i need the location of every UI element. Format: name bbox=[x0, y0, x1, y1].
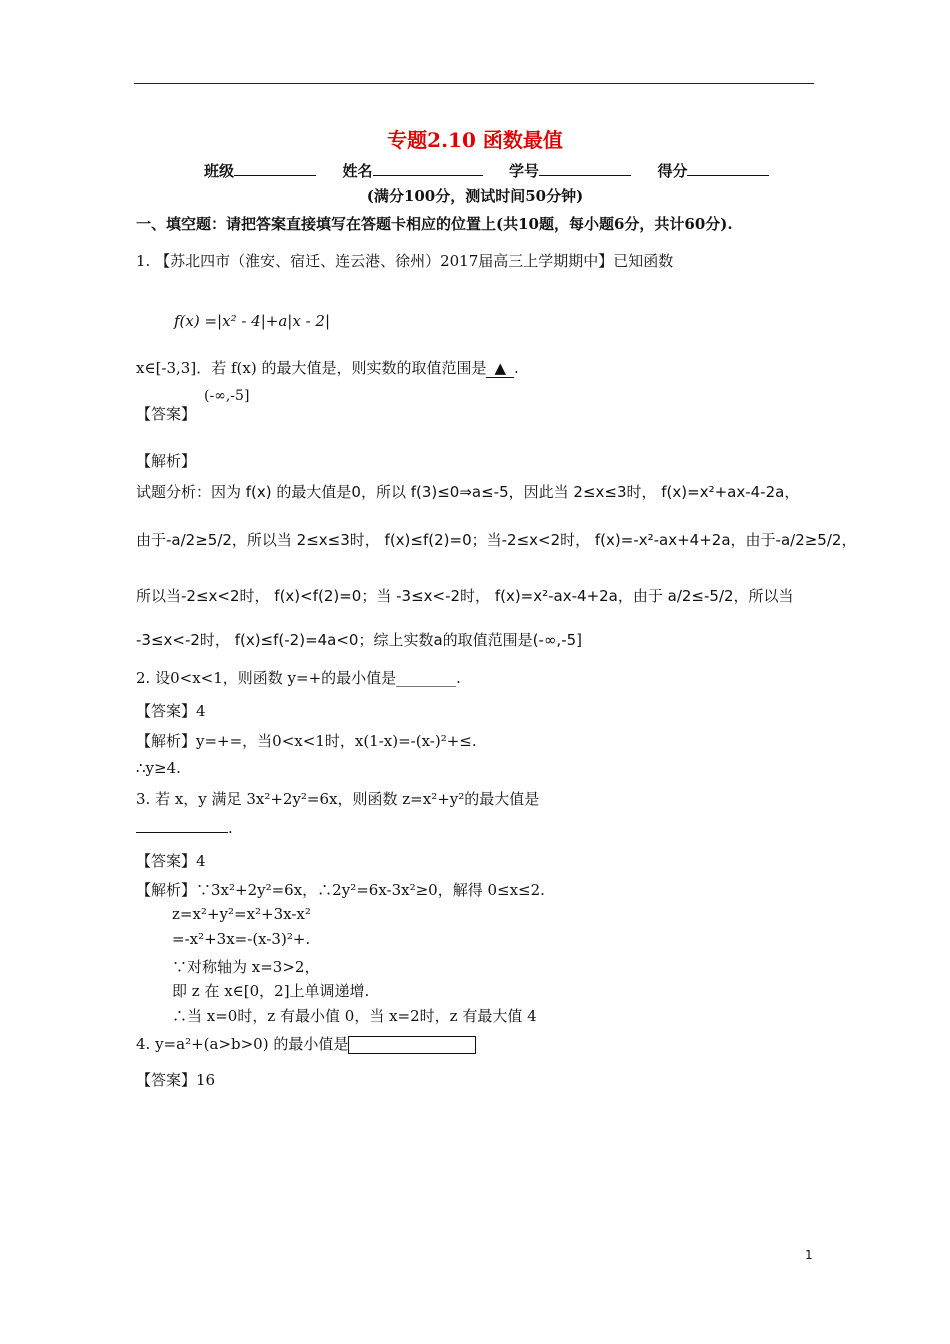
score-label: 得分 bbox=[657, 162, 688, 180]
q2-analysis: 【解析】y=+=，当0<x<1时，x(1-x)=-(x-)²+≤. bbox=[136, 732, 477, 750]
q1-analysis-label: 【解析】 bbox=[136, 452, 197, 470]
q1-stem: 1. 【苏北四市（淮安、宿迁、连云港、徐州）2017届高三上学期期中】已知函数 bbox=[136, 252, 674, 270]
q3-analysis-line-3: =-x²+3x=-(x-3)²+. bbox=[172, 930, 311, 948]
name-label: 姓名 bbox=[342, 162, 373, 180]
q3-blank-line bbox=[136, 818, 233, 837]
exam-note: (满分100分，测试时间50分钟) bbox=[366, 187, 584, 205]
q4-answer-box[interactable] bbox=[348, 1036, 476, 1054]
q1-analysis-line-4: -3≤x<-2时， f(x)≤f(-2)=4a<0；综上实数a的取值范围是(-∞,-5] bbox=[136, 631, 583, 649]
id-blank[interactable] bbox=[539, 161, 631, 176]
q1-analysis-line-3: 所以当-2≤x<2时， f(x)<f(2)=0；当 -3≤x<-2时， f(x)=x²-ax-4+2a，由于 a/2≤-5/2，所以当 bbox=[136, 587, 794, 605]
q2-stem: 2. 设0<x<1，则函数 y=+的最小值是________. bbox=[136, 669, 461, 687]
q1-answer-blank[interactable] bbox=[486, 359, 514, 378]
class-blank[interactable] bbox=[234, 161, 316, 176]
section-heading: 一、填空题：请把答案直接填写在答题卡相应的位置上(共10题，每小题6分，共计60分). bbox=[136, 215, 733, 233]
q3-answer-blank[interactable] bbox=[136, 818, 228, 833]
class-label: 班级 bbox=[204, 162, 235, 180]
q4-answer: 【答案】16 bbox=[136, 1071, 216, 1089]
q3-analysis-line-6: ∴当 x=0时，z 有最小值 0，当 x=2时，z 有最大值 4 bbox=[172, 1007, 537, 1025]
q1-analysis-line-1: 试题分析：因为 f(x) 的最大值是0，所以 f(3)≤0⇒a≤-5，因此当 2≤x≤3时， f(x)=x²+ax-4-2a， bbox=[136, 483, 800, 501]
q1-end: . bbox=[514, 359, 519, 377]
q1-analysis-line-2: 由于-a/2≥5/2，所以当 2≤x≤3时， f(x)≤f(2)=0；当-2≤x<2时， f(x)=-x²-ax+4+2a，由于-a/2≥5/2， bbox=[136, 531, 857, 549]
q3-analysis-line-4: ∵对称轴为 x=3>2， bbox=[172, 958, 320, 976]
q3-answer: 【答案】4 bbox=[136, 852, 206, 870]
q1-formula: f(x) =|x² - 4|+a|x - 2| bbox=[174, 312, 331, 330]
triangle-marker-icon: ▲ bbox=[494, 359, 506, 377]
q3-analysis-line-1: 【解析】∵3x²+2y²=6x，∴2y²=6x-3x²≥0，解得 0≤x≤2. bbox=[136, 881, 545, 899]
id-label: 学号 bbox=[508, 162, 539, 180]
q3-stem: 3. 若 x，y 满足 3x²+2y²=6x，则函数 z=x²+y²的最大值是 bbox=[136, 790, 540, 808]
q1-condition: x∈[-3,3]．若 f(x) 的最大值是，则实数的取值范围是 bbox=[136, 359, 487, 377]
q3-blank-end: . bbox=[228, 819, 233, 837]
header-rule bbox=[134, 83, 814, 84]
q4-stem-line bbox=[136, 1033, 476, 1054]
q1-condition-line bbox=[136, 357, 519, 378]
q2-answer: 【答案】4 bbox=[136, 702, 206, 720]
q3-analysis-line-5: 即 z 在 x∈[0，2]上单调递增. bbox=[172, 982, 370, 1000]
q4-stem: 4. y=a²+(a>b>0) 的最小值是 bbox=[136, 1035, 349, 1053]
info-fields bbox=[204, 160, 769, 181]
q2-conclusion: ∴y≥4. bbox=[136, 759, 181, 777]
q1-answer: (-∞,-5] bbox=[204, 388, 250, 404]
name-blank[interactable] bbox=[373, 161, 483, 176]
page-title: 专题2.10 函数最值 bbox=[387, 128, 563, 152]
page-number: 1 bbox=[805, 1248, 813, 1262]
q1-answer-label: 【答案】 bbox=[136, 405, 197, 423]
q3-analysis-line-2: z=x²+y²=x²+3x-x² bbox=[172, 905, 311, 923]
score-blank[interactable] bbox=[687, 161, 769, 176]
